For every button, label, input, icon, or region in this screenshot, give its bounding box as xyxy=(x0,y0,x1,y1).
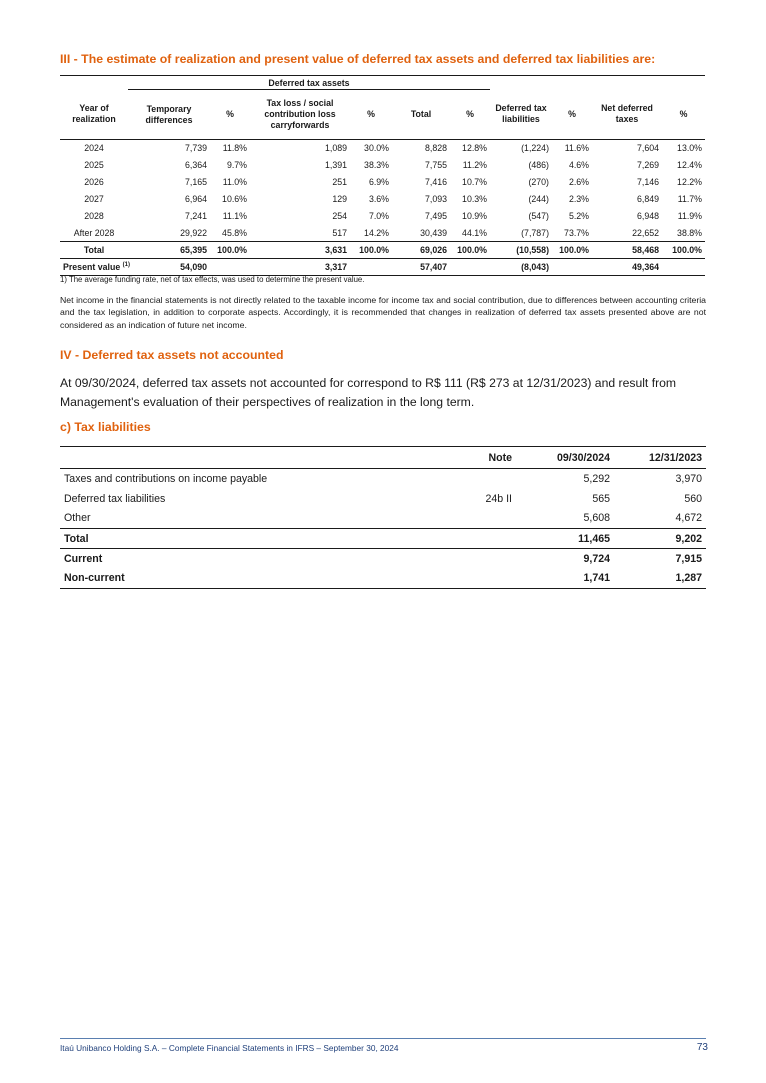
col-2024-header: 09/30/2024 xyxy=(516,447,614,469)
cell: 10.9% xyxy=(462,211,487,221)
cell: 100.0% xyxy=(350,242,392,259)
deferred-tax-table xyxy=(60,75,705,276)
cell: 10.6% xyxy=(222,194,247,204)
cell: 100.0% xyxy=(210,242,250,259)
table-row xyxy=(60,174,705,191)
cell: 2026 xyxy=(84,177,104,187)
deferred-tax-assets-group-header: Deferred tax assets xyxy=(128,76,490,90)
table-row xyxy=(60,469,706,489)
cell: 14.2% xyxy=(364,227,389,238)
section-iv-title: IV - Deferred tax assets not accounted xyxy=(60,348,284,362)
section-iii-title: III - The estimate of realization and present value of deferred tax assets and deferred tax liabilities are: xyxy=(60,52,656,66)
cell: 11.9% xyxy=(677,211,702,221)
cell: 45.8% xyxy=(222,227,247,238)
cell: 7,241 xyxy=(184,211,207,221)
col-liabilities-header: Deferred tax liabilities xyxy=(490,90,552,140)
cell: 1,287 xyxy=(614,569,706,589)
cell: 100.0% xyxy=(662,242,705,259)
table-row xyxy=(60,191,705,208)
cell: 7,093 xyxy=(424,194,447,204)
cell: Total xyxy=(60,242,128,259)
cell: 22,652 xyxy=(632,227,659,238)
row-label: Other xyxy=(64,512,91,525)
cell: 54,090 xyxy=(128,259,210,276)
cell: After 2028 xyxy=(73,227,115,238)
row-note: 24b II xyxy=(485,492,512,505)
col-note-header: Note xyxy=(436,447,516,469)
cell: 11,465 xyxy=(516,529,614,549)
cell: 11.1% xyxy=(222,211,247,221)
col-pct-header: % xyxy=(552,90,592,140)
cell: 49,364 xyxy=(592,259,662,276)
cell: 4,672 xyxy=(675,512,702,525)
cell: 58,468 xyxy=(592,242,662,259)
cell: 2.3% xyxy=(568,194,589,204)
cell: 6,849 xyxy=(636,194,659,204)
table-row xyxy=(60,157,705,174)
cell: 9,202 xyxy=(614,529,706,549)
cell: 251 xyxy=(332,177,347,187)
cell: 29,922 xyxy=(180,227,207,238)
cell: 11.0% xyxy=(222,177,247,187)
row-label: Current xyxy=(60,549,436,569)
cell: 73.7% xyxy=(564,227,589,238)
cell: 3,631 xyxy=(250,242,350,259)
cell: 6,364 xyxy=(184,160,207,170)
col-temporary-header: Temporary differences xyxy=(128,90,210,140)
cell: 9,724 xyxy=(516,549,614,569)
cell: 1,391 xyxy=(324,160,347,170)
table-row xyxy=(60,140,705,157)
cell: 7,146 xyxy=(636,177,659,187)
cell: 7,755 xyxy=(424,160,447,170)
table-row xyxy=(60,208,705,225)
cell: 6.9% xyxy=(368,177,389,187)
cell: (270) xyxy=(528,177,549,187)
cell: 100.0% xyxy=(450,242,490,259)
col-pct-header: % xyxy=(210,90,250,140)
cell: 254 xyxy=(332,211,347,221)
cell: 11.8% xyxy=(222,143,247,154)
cell: 3,970 xyxy=(675,472,702,485)
table-row xyxy=(60,509,706,529)
cell: 11.2% xyxy=(462,160,487,170)
cell: 7,915 xyxy=(614,549,706,569)
cell: 30.0% xyxy=(364,143,389,154)
cell: 2024 xyxy=(84,143,104,154)
cell: 3,317 xyxy=(250,259,350,276)
cell: (7,787) xyxy=(521,227,549,238)
col-year-header: Year of realization xyxy=(60,90,128,140)
cell: (10,558) xyxy=(490,242,552,259)
row-label: Deferred tax liabilities xyxy=(64,492,166,505)
cell: 30,439 xyxy=(420,227,447,238)
cell: 7,269 xyxy=(636,160,659,170)
col-tax-loss-header: Tax loss / social contribution loss carryforwards xyxy=(250,90,350,140)
cell: 12.2% xyxy=(677,177,702,187)
cell: 11.7% xyxy=(677,194,702,204)
row-label: Non-current xyxy=(60,569,436,589)
cell: 38.8% xyxy=(677,227,702,238)
cell: 44.1% xyxy=(462,227,487,238)
section-iv-paragraph: At 09/30/2024, deferred tax assets not accounted for correspond to R$ 111 (R$ 273 at 12/31/2023) and result from Management's evaluation of their perspectives of realization in the long term. xyxy=(60,376,677,409)
cell: 6,964 xyxy=(184,194,207,204)
cell: 11.6% xyxy=(564,143,589,154)
cell: 5,608 xyxy=(583,512,610,525)
net-income-paragraph: Net income in the financial statements is not directly related to the taxable income for income tax and social contribution, due to differences between accounting criteria and the tax legislation, in addition to corporate aspects. Accordingly, it is recommended that changes in realization of deferred tax assets presented above are not considered as an indication of future net income. xyxy=(60,295,706,330)
cell: (1,224) xyxy=(521,143,549,154)
cell: 129 xyxy=(332,194,347,204)
cell: 2.6% xyxy=(568,177,589,187)
cell: (244) xyxy=(528,194,549,204)
footnote-marker: (1) xyxy=(122,262,131,269)
section-c-title: c) Tax liabilities xyxy=(60,420,151,434)
cell: 7,416 xyxy=(424,177,447,187)
present-value-row xyxy=(60,259,705,276)
col-total-header: Total xyxy=(392,90,450,140)
non-current-row xyxy=(60,569,706,589)
row-note xyxy=(436,509,516,529)
col-item-header xyxy=(60,447,436,469)
total-row xyxy=(60,242,705,259)
cell: 2027 xyxy=(84,194,104,204)
table-row xyxy=(60,489,706,509)
col-pct-header: % xyxy=(450,90,490,140)
cell: 4.6% xyxy=(568,160,589,170)
cell: 5,292 xyxy=(583,472,610,485)
cell: 7,739 xyxy=(184,143,207,154)
cell: 1,741 xyxy=(516,569,614,589)
cell: 57,407 xyxy=(392,259,450,276)
col-2023-header: 12/31/2023 xyxy=(614,447,706,469)
cell: 13.0% xyxy=(677,143,702,154)
cell: 8,828 xyxy=(424,143,447,154)
cell: 3.6% xyxy=(368,194,389,204)
tax-liabilities-table xyxy=(60,446,706,589)
total-row xyxy=(60,529,706,549)
cell: 5.2% xyxy=(568,211,589,221)
col-net-header: Net deferred taxes xyxy=(592,90,662,140)
col-pct-header: % xyxy=(662,90,705,140)
table-footnote: 1) The average funding rate, net of tax effects, was used to determine the present value. xyxy=(60,275,365,284)
page-number: 73 xyxy=(696,1042,708,1053)
cell: 7,165 xyxy=(184,177,207,187)
cell: 69,026 xyxy=(392,242,450,259)
table-row xyxy=(60,225,705,242)
cell: 10.3% xyxy=(462,194,487,204)
cell: (547) xyxy=(528,211,549,221)
current-row xyxy=(60,549,706,569)
cell: 10.7% xyxy=(462,177,487,187)
cell: 65,395 xyxy=(128,242,210,259)
col-pct-header: % xyxy=(350,90,392,140)
cell: 2025 xyxy=(84,160,104,170)
present-value-label: Present value $^{(1)}$ xyxy=(60,259,128,276)
row-label: Total xyxy=(60,529,436,549)
cell: 560 xyxy=(684,492,702,505)
cell: 38.3% xyxy=(364,160,389,170)
footer-divider xyxy=(60,1038,706,1039)
cell: 7,604 xyxy=(636,143,659,154)
cell: 7.0% xyxy=(368,211,389,221)
cell: 9.7% xyxy=(226,160,247,170)
cell: 1,089 xyxy=(324,143,347,154)
cell: 2028 xyxy=(84,211,104,221)
footer-text: Itaú Unibanco Holding S.A. – Complete Financial Statements in IFRS – September 30, 2024 xyxy=(60,1043,399,1053)
row-note xyxy=(436,469,516,489)
cell: 100.0% xyxy=(552,242,592,259)
row-label: Taxes and contributions on income payable xyxy=(64,472,268,485)
cell: (486) xyxy=(528,160,549,170)
cell: (8,043) xyxy=(490,259,552,276)
cell: 12.4% xyxy=(677,160,702,170)
cell: 517 xyxy=(332,227,347,238)
cell: 565 xyxy=(592,492,610,505)
cell: 12.8% xyxy=(462,143,487,154)
cell: 7,495 xyxy=(424,211,447,221)
cell: 6,948 xyxy=(636,211,659,221)
